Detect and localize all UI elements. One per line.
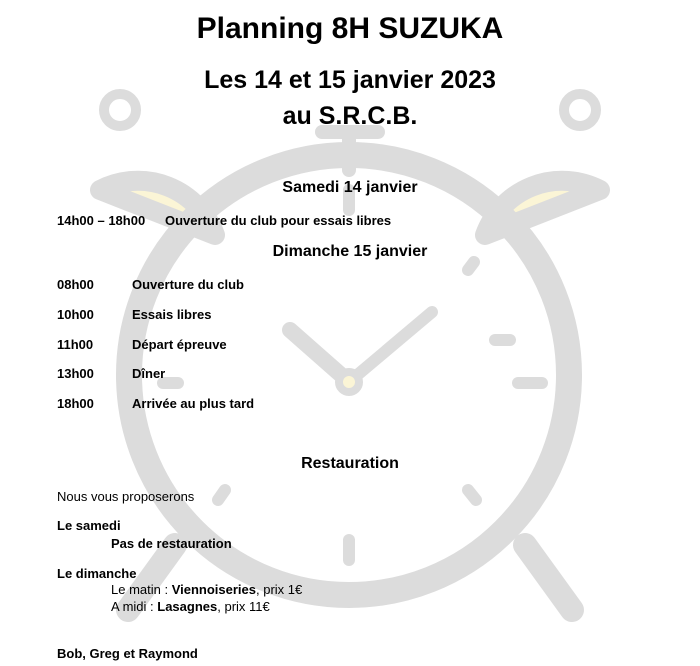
restauration-intro: Nous vous proposerons [57, 489, 195, 504]
matin-offer [111, 582, 302, 597]
sunday-event: Départ épreuve [132, 337, 227, 352]
sunday-time: 11h00 [57, 337, 94, 352]
event-venue: au S.R.C.B. [282, 102, 418, 130]
samedi-detail: Pas de restauration [111, 536, 232, 551]
restauration-heading: Restauration [301, 455, 399, 472]
dimanche-label: Le dimanche [57, 566, 137, 581]
midi-offer [111, 599, 270, 614]
saturday-heading: Samedi 14 janvier [282, 179, 418, 196]
sunday-time: 10h00 [57, 307, 94, 322]
samedi-label: Le samedi [57, 518, 121, 533]
midi-item: Lasagnes [157, 599, 218, 614]
matin-prefix: Le matin : [111, 582, 172, 597]
saturday-event: Ouverture du club pour essais libres [165, 213, 392, 228]
event-dates: Les 14 et 15 janvier 2023 [204, 66, 496, 94]
document-title: Planning 8H SUZUKA [196, 12, 504, 45]
midi-price: , prix 11€ [217, 599, 270, 614]
signature: Bob, Greg et Raymond [57, 646, 198, 661]
midi-prefix: A midi : [111, 599, 158, 614]
saturday-time: 14h00 – 18h00 [57, 213, 146, 228]
sunday-event: Arrivée au plus tard [132, 396, 255, 411]
sunday-time: 13h00 [57, 366, 94, 381]
matin-price: , prix 1€ [256, 582, 303, 597]
sunday-time: 08h00 [57, 277, 94, 292]
sunday-heading: Dimanche 15 janvier [272, 243, 428, 260]
sunday-event: Ouverture du club [132, 277, 244, 292]
matin-item: Viennoiseries [171, 582, 257, 597]
sunday-event: Essais libres [132, 307, 212, 322]
sunday-event: Dîner [132, 366, 166, 381]
sunday-time: 18h00 [57, 396, 94, 411]
